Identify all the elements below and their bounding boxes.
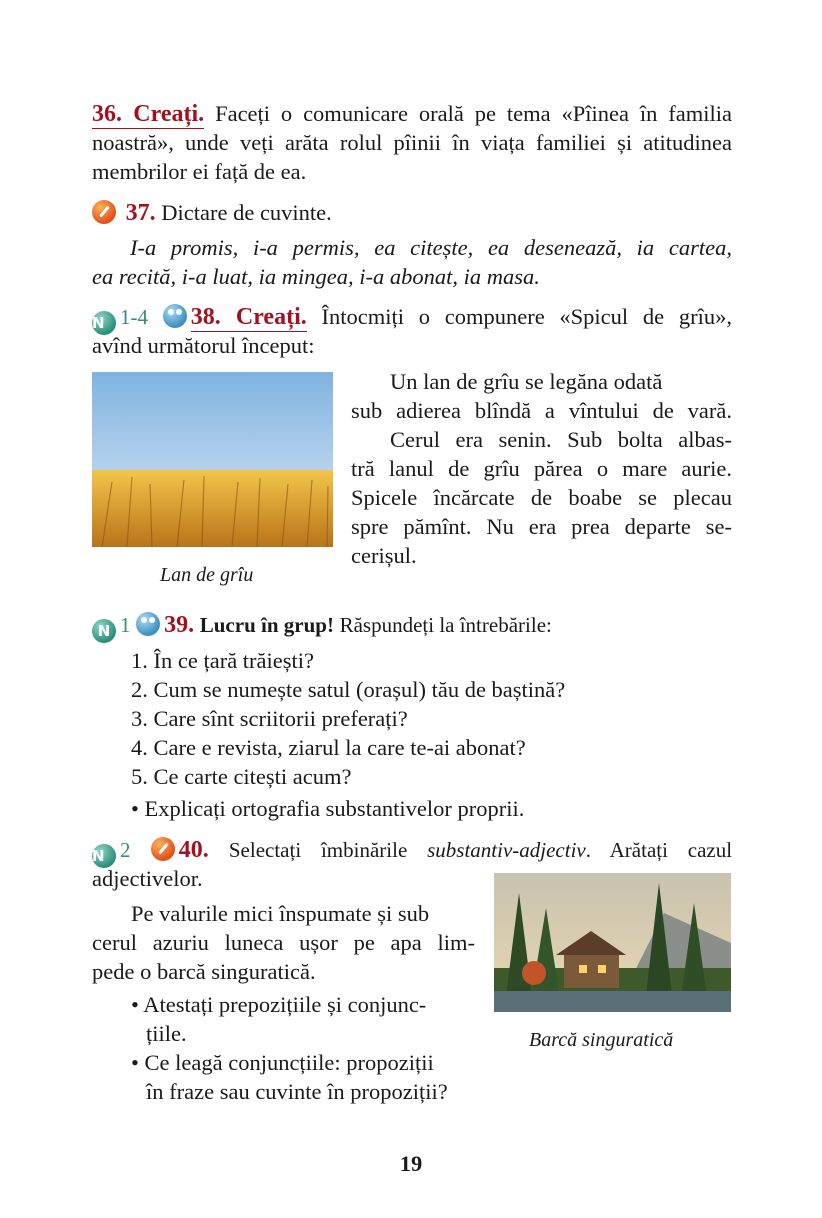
- ex38-passage4: tră lanul de grîu părea o mare aurie.: [351, 456, 732, 481]
- ex39-bullet: • Explicați ortografia substantivelor proprii.: [131, 796, 525, 821]
- ex40-text2: adjectivelor.: [92, 866, 203, 891]
- ex40-bullet2b: în fraze sau cuvinte în propoziții?: [146, 1079, 448, 1104]
- ex40-passage2: cerul azuriu luneca ușor pe apa lim-: [92, 930, 475, 955]
- ex38-text2: avînd următorul început:: [92, 333, 315, 358]
- ex36-line2: noastră», unde veți arăta rolul pîinii în viața familiei și atitudinea: [92, 130, 732, 155]
- ex39-question4: 4. Care e revista, ziarul la care te-ai abonat?: [131, 735, 526, 760]
- ex37-title: Dictare de cuvinte.: [161, 200, 332, 225]
- ex37-header: [92, 198, 332, 228]
- ex38-passage6: spre pămînt. Nu era prea departe se-: [351, 514, 732, 539]
- ex38-text1: Întocmiți o compunere «Spicul de grîu»,: [321, 304, 733, 329]
- ex40-passage1: Pe valurile mici înspumate și sub: [131, 901, 430, 926]
- ex40-bullet1a: • Atestați prepozițiile și conjunc-: [131, 992, 427, 1017]
- group-icon: [136, 612, 160, 636]
- group-icon: [163, 304, 187, 328]
- ex37-dictation1: I-a promis, i-a permis, ea citește, ea desenează, ia cartea,: [130, 235, 732, 260]
- wheat-field-image: [92, 372, 333, 547]
- ex37-number: 37.: [125, 200, 156, 226]
- ex38-passage3: Cerul era senin. Sub bolta albas-: [390, 427, 732, 452]
- ex40-passage3: pede o barcă singuratică.: [92, 959, 316, 984]
- lonely-boat-caption: Barcă singuratică: [529, 1029, 674, 1051]
- ex36-text1: Faceți o comunicare orală pe tema «Pîinea în familia: [215, 101, 733, 126]
- page-number: 19: [399, 1151, 423, 1176]
- ex40-term: substantiv-adjectiv: [427, 838, 586, 862]
- ex39-question2: 2. Cum se numește satul (orașul) tău de baștină?: [131, 677, 566, 702]
- ex36-verb: 36. Creați.: [92, 101, 205, 127]
- ex39-header: [92, 610, 552, 643]
- ex40-text-post: . Arătați cazul: [585, 838, 733, 862]
- ex38-passage5: Spicele încărcate de boabe se plecau: [351, 485, 732, 510]
- n-badge-icon: N: [92, 844, 116, 868]
- ex39-range: 1: [120, 613, 131, 637]
- ex36-line1: [92, 99, 732, 129]
- ex39-instruction: Răspundeți la întrebările:: [339, 613, 552, 637]
- ex39-number: 39.: [164, 612, 195, 638]
- ex40-bullet1b: țiile.: [146, 1021, 187, 1046]
- ex39-title: Lucru în grup!: [199, 613, 334, 637]
- pencil-icon: [151, 837, 175, 861]
- pencil-icon: [92, 200, 116, 224]
- ex38-passage1: Un lan de grîu se legăna odată: [390, 369, 663, 394]
- ex40-text-pre: Selectați îmbinările: [228, 838, 408, 862]
- wheat-field-caption: Lan de grîu: [160, 564, 254, 586]
- ex40-number: 40.: [178, 837, 209, 863]
- lonely-boat-image: [494, 873, 731, 1012]
- n-badge-icon: N: [92, 619, 116, 643]
- ex38-passage2: sub adierea blîndă a vîntului de vară.: [351, 398, 732, 423]
- ex40-range: 2: [120, 838, 131, 862]
- ex39-question3: 3. Care sînt scriitorii preferați?: [131, 706, 408, 731]
- ex39-question1: 1. În ce țară trăiești?: [131, 648, 315, 673]
- ex36-line3: membrilor ei față de ea.: [92, 159, 307, 184]
- ex39-question5: 5. Ce carte citești acum?: [131, 764, 352, 789]
- ex37-dictation2: ea recită, i-a luat, ia mingea, i-a abonat, ia masa.: [92, 264, 540, 289]
- n-badge-icon: N: [92, 311, 116, 335]
- ex38-verb: 38. Creați.: [190, 304, 307, 330]
- ex40-bullet2a: • Ce leagă conjuncțiile: propoziții: [131, 1050, 434, 1075]
- ex38-passage7: cerișul.: [351, 543, 417, 568]
- ex38-range: 1-4: [120, 305, 148, 329]
